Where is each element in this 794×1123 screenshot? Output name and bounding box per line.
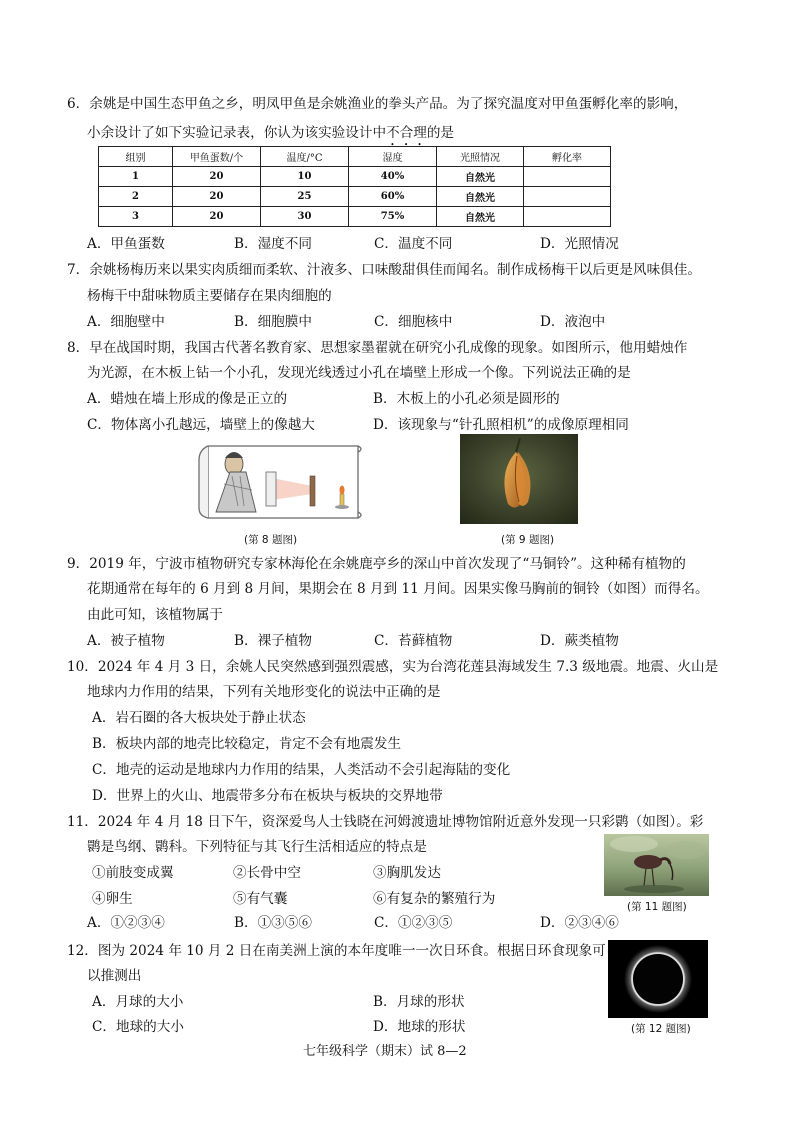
matongling-fruit-photo (460, 434, 578, 524)
q11-options (87, 917, 619, 931)
table-row (99, 207, 611, 227)
option-a: A．被子植物 (87, 633, 165, 649)
table-header-cell: 组别 (99, 147, 173, 167)
page-footer: 七年级科学（期末）试 8—2 (303, 1044, 467, 1059)
table-cell: 2 (99, 187, 173, 207)
q8-stem-line1: 8．早在战国时期，我国古代著名教育家、思想家墨翟就在研究小孔成像的现象。如图所示，他用蜡烛作 (67, 340, 688, 356)
table-cell: 20 (173, 167, 261, 187)
annular-eclipse-photo (608, 940, 708, 1018)
q6-stem-text: 小余设计了如下实验记录表，你认为该实验设计中 (87, 125, 387, 141)
option-d: D．②③④⑥ (540, 915, 619, 931)
q9-options (87, 635, 619, 649)
table-header-cell: 温度/°C (261, 147, 349, 167)
q10-option-b: B．板块内部的地壳比较稳定，肯定不会有地震发生 (92, 736, 402, 752)
table-header-cell: 甲鱼蛋数/个 (173, 147, 261, 167)
q10-option-a: A．岩石圈的各大板块处于静止状态 (92, 710, 306, 726)
table-cell: 30 (261, 207, 349, 227)
q6-options (87, 238, 619, 252)
q11-feature-4: ④卵生 (92, 891, 133, 907)
table-cell: 自然光 (437, 167, 524, 187)
table-row (99, 167, 611, 187)
q12-figure (608, 940, 708, 1018)
q11-feature-3: ③胸肌发达 (373, 865, 441, 881)
option-d: D．光照情况 (540, 236, 619, 252)
q11-feature-2: ②长骨中空 (233, 865, 301, 881)
table-cell: 40% (349, 167, 437, 187)
table-cell: 20 (173, 187, 261, 207)
option-b: B．湿度不同 (234, 236, 312, 252)
q12-stem-line2: 以推测出 (87, 968, 142, 984)
table-header-row (99, 147, 611, 167)
option-d: D．蕨类植物 (540, 633, 619, 649)
q9-stem-line2: 花期通常在每年的 6 月到 8 月间，果期会在 8 月到 11 月间。因果实像马胸前的铜铃（如图）而得名。 (87, 581, 709, 597)
q8-option-c: C．物体离小孔越远，墙壁上的像越大 (87, 417, 315, 433)
table-header-cell: 孵化率 (524, 147, 611, 167)
q8-option-b: B．木板上的小孔必须是圆形的 (373, 391, 560, 407)
table-header-cell: 湿度 (349, 147, 437, 167)
table-row (99, 187, 611, 207)
q6-experiment-table (98, 146, 611, 227)
q7-stem-line2: 杨梅干中甜味物质主要储存在果肉细胞的 (87, 288, 332, 304)
q12-caption: (第 12 题图) (631, 1023, 691, 1035)
table-cell: 3 (99, 207, 173, 227)
q6-stem-line1: 6．余姚是中国生态甲鱼之乡，明凤甲鱼是余姚渔业的拳头产品。为了探究温度对甲鱼蛋孵化率的影响， (67, 96, 688, 112)
option-c: C．温度不同 (374, 236, 453, 252)
option-b: B．①③⑤⑥ (234, 915, 312, 931)
q10-option-c: C．地壳的运动是地球内力作用的结果，人类活动不会引起海陆的变化 (92, 762, 511, 778)
table-cell (524, 167, 611, 187)
q7-stem-line1: 7．余姚杨梅历来以果实肉质细而柔软、汁液多、口味酸甜俱佳而闻名。制作成杨梅干以后更是风味俱佳。 (67, 262, 701, 278)
q7-options (87, 316, 605, 330)
q12-stem-line1: 12．图为 2024 年 10 月 2 日在南美洲上演的本年度唯一一次日环食。根据日环食现象可 (67, 943, 606, 959)
option-c: C．苔藓植物 (374, 633, 453, 649)
glossy-ibis-photo (604, 834, 709, 896)
table-cell (524, 207, 611, 227)
q11-feature-1: ①前肢变成翼 (92, 865, 174, 881)
q11-caption: (第 11 题图) (627, 901, 687, 913)
q9-figure (460, 434, 578, 524)
q8-option-d: D．该现象与“针孔照相机”的成像原理相同 (373, 417, 629, 433)
q12-option-c: C．地球的大小 (92, 1019, 184, 1035)
q10-option-d: D．世界上的火山、地震带多分布在板块与板块的交界地带 (92, 788, 443, 804)
q12-option-b: B．月球的形状 (373, 994, 465, 1010)
q11-figure (604, 834, 709, 896)
table-cell: 75% (349, 207, 437, 227)
table-cell (524, 187, 611, 207)
table-cell: 自然光 (437, 187, 524, 207)
table-header-cell: 光照情况 (437, 147, 524, 167)
option-a: A．①②③④ (87, 915, 165, 931)
q11-stem-line1: 11．2024 年 4 月 18 日下午，资深爱鸟人士钱晓在河姆渡遗址博物馆附近意外发现一只彩鹮（如图）。彩 (67, 814, 704, 830)
mozi-pinhole-illustration (194, 438, 362, 524)
q8-option-a: A．蜡烛在墙上形成的像是正立的 (87, 391, 288, 407)
q8-caption: (第 8 题图) (244, 534, 298, 546)
table-cell: 1 (99, 167, 173, 187)
table-cell: 25 (261, 187, 349, 207)
table-cell: 自然光 (437, 207, 524, 227)
q11-feature-6: ⑥有复杂的繁殖行为 (373, 891, 496, 907)
q8-stem-line2: 为光源，在木板上钻一个小孔，发现光线透过小孔在墙壁上形成一个像。下列说法正确的是 (87, 365, 631, 381)
table-cell: 60% (349, 187, 437, 207)
option-b: B．裸子植物 (234, 633, 312, 649)
q9-caption: (第 9 题图) (501, 534, 555, 546)
q8-figure (194, 438, 362, 524)
option-c: C．①②③⑤ (374, 915, 453, 931)
option-b: B．细胞膜中 (234, 314, 312, 330)
q9-stem-line3: 由此可知，该植物属于 (87, 607, 223, 623)
q9-stem-line1: 9．2019 年，宁波市植物研究专家林海伦在余姚鹿亭乡的深山中首次发现了“马铜铃”。这种稀有植物的 (67, 556, 686, 572)
q11-stem-line2: 鹮是鸟纲、鹮科。下列特征与其飞行生活相适应的特点是 (87, 839, 427, 855)
option-a: A．甲鱼蛋数 (87, 236, 165, 252)
table-cell: 10 (261, 167, 349, 187)
table-cell: 20 (173, 207, 261, 227)
option-c: C．细胞核中 (374, 314, 453, 330)
q12-option-d: D．地球的形状 (373, 1019, 466, 1035)
option-a: A．细胞壁中 (87, 314, 165, 330)
option-d: D．液泡中 (540, 314, 606, 330)
q11-feature-5: ⑤有气囊 (233, 891, 288, 907)
q10-stem-line2: 地球内力作用的结果，下列有关地形变化的说法中正确的是 (87, 684, 441, 700)
q6-emphasis: 不合理 (386, 125, 427, 141)
q10-stem-line1: 10．2024 年 4 月 3 日，余姚人民突然感到强烈震感，实为台湾花莲县海域发生 7.3 级地震。地震、火山是 (67, 659, 719, 675)
q6-stem-end: 的是 (426, 125, 455, 141)
q12-option-a: A．月球的大小 (92, 994, 184, 1010)
